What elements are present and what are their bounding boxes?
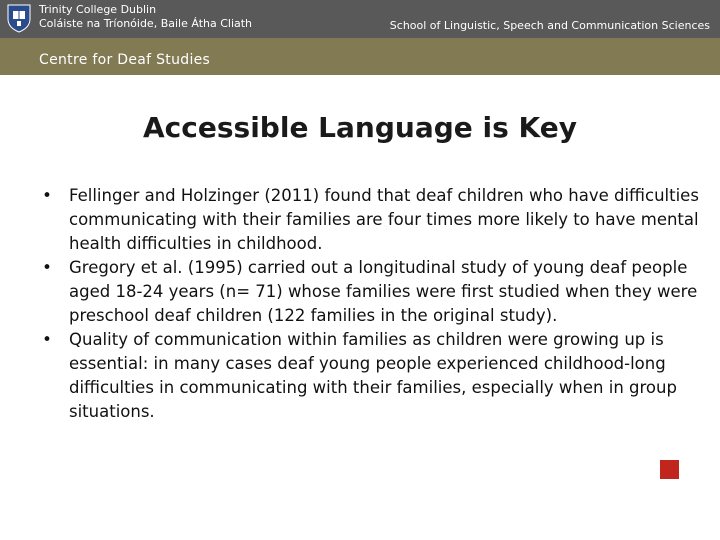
- accent-square: [660, 460, 679, 479]
- bullet-text: Gregory et al. (1995) carried out a longitudinal study of young deaf people aged 18-24 years (n= 71) whose families were first studied when they were preschool deaf children (122 families in the original study).: [69, 258, 698, 325]
- bullet-dot-icon: •: [42, 258, 52, 277]
- university-name: [39, 3, 252, 31]
- university-name-english: Trinity College Dublin: [39, 3, 157, 16]
- top-header-bar: [0, 0, 720, 38]
- centre-banner: [0, 38, 720, 75]
- university-name-irish: Coláiste na Tríonóide, Baile Átha Cliath: [39, 17, 253, 30]
- bullet-text: Quality of communication within families as children were growing up is essential: in many cases deaf young people experienced childhood-long difficulties in communicating with their families, especially when in group situations.: [69, 330, 677, 421]
- bullet-dot-icon: •: [42, 186, 52, 205]
- school-name: School of Linguistic, Speech and Communication Sciences: [389, 19, 710, 32]
- bullet-item: [40, 184, 700, 256]
- bullet-item: [40, 328, 700, 424]
- slide-title: Accessible Language is Key: [143, 111, 577, 144]
- bullet-item: [40, 256, 700, 328]
- centre-title: Centre for Deaf Studies: [39, 52, 211, 68]
- bullet-text: Fellinger and Holzinger (2011) found that deaf children who have difficulties communicating with their families are four times more likely to have mental health difficulties in childhood.: [69, 186, 699, 253]
- shield-crest-icon: [6, 3, 32, 33]
- bullet-list: [40, 184, 700, 424]
- bullet-dot-icon: •: [42, 330, 52, 349]
